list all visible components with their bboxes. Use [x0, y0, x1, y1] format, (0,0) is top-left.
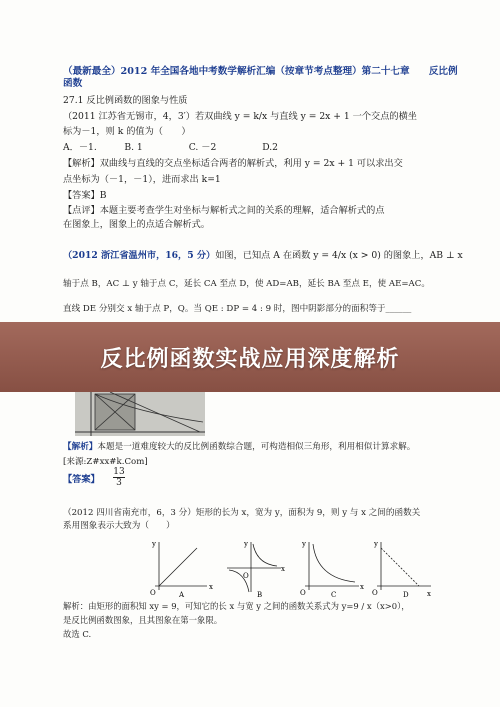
graph-c-y: y [302, 540, 306, 548]
graph-b-x: x [281, 565, 285, 573]
q2-source: （2012 浙江省温州市，16，5 分） [63, 250, 216, 261]
q2-answer-denominator: 3 [116, 478, 122, 488]
banner-title: 反比例函数实战应用深度解析 [100, 346, 400, 372]
section-heading: 27.1 反比例函数的图象与性质 [63, 95, 188, 106]
q3-analysis-line1: 解析：由矩形的面积知 xy = 9，可知它的长 x 与宽 y 之间的函数关系式为 y=9 / x（x>0）， [63, 601, 410, 611]
q2-stem-line1 [63, 250, 463, 262]
q2-answer-numerator: 13 [113, 467, 125, 477]
q1-stem-line2: 标为－1，则 k 的值为（ ） [63, 126, 191, 137]
q2-stem-line1-rest: 如图，已知点 A 在函数 y = 4/x (x > 0) 的图象上，AB ⊥ x [215, 250, 463, 261]
graph-d [372, 540, 431, 598]
q3-stem-line1: （2012 四川省南充市，6，3 分）矩形的长为 x，宽为 y，面积为 9，则 y 与 x 之间的函数关 [63, 508, 421, 518]
q2-source-note: [来源:Z#xx#k.Com] [63, 457, 148, 467]
q2-geometry-figure [75, 392, 205, 436]
graph-a-x: x [209, 583, 213, 591]
q1-comment-line1: 【点评】本题主要考查学生对坐标与解析式之间的关系的理解，适合解析式的点 [63, 205, 385, 216]
q2-answer-label: 【答案】 [63, 474, 100, 485]
graph-d-x: x [427, 590, 431, 598]
graph-d-origin: O [372, 589, 378, 597]
graph-c-x: x [360, 583, 364, 591]
graph-d-y: y [374, 540, 378, 548]
graph-c [300, 540, 364, 598]
graph-c-origin: O [300, 589, 306, 597]
doc-title-line1: （最新最全）2012 年全国各地中考数学解析汇编（按章节考点整理）第二十七章 反比例 [63, 66, 458, 77]
title-banner [0, 322, 500, 392]
q3-stem-line2: 系用图象表示大致为（ ） [63, 521, 175, 531]
q1-analysis-line1: 【解析】双曲线与直线的交点坐标适合两者的解析式，利用 y = 2x + 1 可以求出交 [63, 158, 403, 169]
doc-title-line2: 函数 [63, 78, 83, 89]
q1-stem-line1: （2011 江苏省无锡市，4，3′）若双曲线 y = k/x 与直线 y = 2x + 1 一个交点的横坐 [63, 111, 417, 122]
graph-b-label: B [257, 591, 263, 598]
q2-stem-line3: 直线 DE 分别交 x 轴于点 P，Q。当 QE : DP = 4 : 9 时，图中阴影部分的面积等于______ [63, 304, 412, 314]
q2-stem-line2: 轴于点 B，AC ⊥ y 轴于点 C，延长 CA 至点 D，使 AD=AB，延长 BA 至点 E，使 AE=AC。 [63, 279, 430, 289]
q1-comment-line2: 在图象上，图象上的点适合解析式。 [63, 219, 210, 230]
q1-analysis-line2: 点坐标为（－1，－1），进而求出 k=1 [63, 174, 221, 185]
graph-b-origin: O [243, 572, 249, 580]
graph-c-label: C [331, 591, 337, 598]
graph-a-label: A [179, 591, 185, 598]
q3-answer-graphs [145, 538, 435, 598]
graph-a [150, 540, 213, 598]
q2-analysis-text: 本题是一道难度较大的反比例函数综合题，可构造相似三角形，利用相似计算求解。 [97, 442, 416, 452]
q2-answer-row [63, 474, 100, 486]
q3-conclusion: 故选 C. [63, 629, 92, 639]
q1-options: A．－1. B. 1 C. －2 D.2 [63, 142, 279, 153]
q3-analysis-line2: 是反比例函数图象，且其图象在第一象限。 [63, 615, 223, 625]
q1-answer: 【答案】B [63, 190, 107, 201]
graph-b-y: y [244, 540, 248, 548]
graph-a-y: y [152, 540, 156, 548]
q2-analysis-line1 [63, 441, 415, 453]
graph-d-label: D [403, 591, 409, 598]
graph-b [227, 540, 285, 598]
q2-analysis-label: 【解析】 [63, 442, 98, 452]
graph-a-origin: O [150, 589, 156, 597]
q2-answer-fraction [113, 467, 125, 488]
